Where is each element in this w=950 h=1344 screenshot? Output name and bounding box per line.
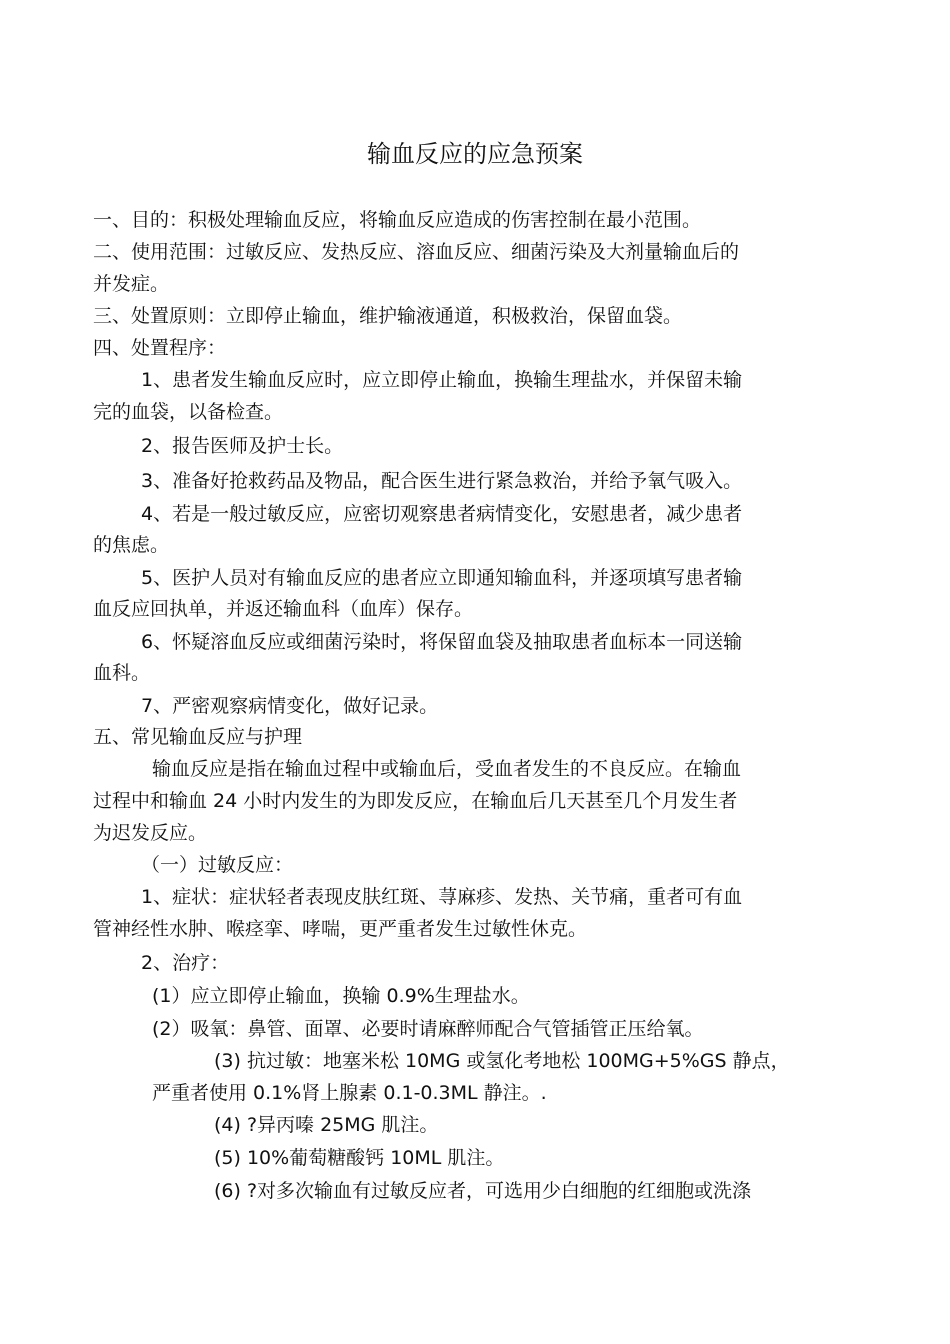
text-line: 血反应回执单，并返还输血科（血库）保存。 [93,598,474,620]
text-line: 四、处置程序： [93,337,227,359]
text-line: (2）吸氧：鼻管、面罩、必要时请麻醉师配合气管插管正压给氧。 [152,1018,704,1040]
text-line: (6) ?对多次输血有过敏反应者，可选用少白细胞的红细胞或洗涤 [214,1180,752,1202]
text-line: (4) ?异丙嗪 25MG 肌注。 [214,1114,439,1136]
text-line: 输血反应是指在输血过程中或输血后，受血者发生的不良反应。在输血 [152,758,742,780]
text-line: 7、严密观察病情变化，做好记录。 [141,695,439,717]
text-line: 五、常见输血反应与护理 [93,726,303,748]
text-line: 一、目的：积极处理输血反应，将输血反应造成的伤害控制在最小范围。 [93,209,702,231]
text-line: 完的血袋，以备检查。 [93,401,284,423]
text-line: 1、患者发生输血反应时，应立即停止输血，换输生理盐水，并保留未输 [141,369,743,391]
text-line: 为迟发反应。 [93,822,208,844]
text-line: 并发症。 [93,273,170,295]
text-line: 5、医护人员对有输血反应的患者应立即通知输血科，并逐项填写患者输 [141,567,743,589]
text-line: 严重者使用 0.1%肾上腺素 0.1-0.3ML 静注。. [152,1082,547,1104]
text-line: 3、准备好抢救药品及物品，配合医生进行紧急救治，并给予氧气吸入。 [141,470,743,492]
text-line: 6、怀疑溶血反应或细菌污染时，将保留血袋及抽取患者血标本一同送输 [141,631,743,653]
text-line: 三、处置原则：立即停止输血，维护输液通道，积极救治，保留血袋。 [93,305,683,327]
text-line: (1）应立即停止输血，换输 0.9%生理盐水。 [152,985,530,1007]
text-line: 的焦虑。 [93,534,170,556]
text-line: 4、若是一般过敏反应，应密切观察患者病情变化，安慰患者，减少患者 [141,503,743,525]
text-line: (5) 10%葡萄糖酸钙 10ML 肌注。 [214,1147,505,1169]
text-line: 管神经性水肿、喉痉挛、哮喘，更严重者发生过敏性休克。 [93,918,588,940]
text-line: 2、报告医师及护士长。 [141,435,344,457]
text-line: 1、症状：症状轻者表现皮肤红斑、荨麻疹、发热、关节痛，重者可有血 [141,886,743,908]
text-line: 过程中和输血 24 小时内发生的为即发反应，在输血后几天甚至几个月发生者 [93,790,738,812]
text-line: 二、使用范围：过敏反应、发热反应、溶血反应、细菌污染及大剂量输血后的 [93,241,740,263]
text-line: 2、治疗： [141,952,230,974]
text-line: 血科。 [93,662,151,684]
document-title: 输血反应的应急预案 [367,140,583,168]
text-line: (3) 抗过敏：地塞米松 10MG 或氢化考地松 100MG+5%GS 静点， [214,1050,790,1072]
text-line: （一）过敏反应： [141,854,294,876]
